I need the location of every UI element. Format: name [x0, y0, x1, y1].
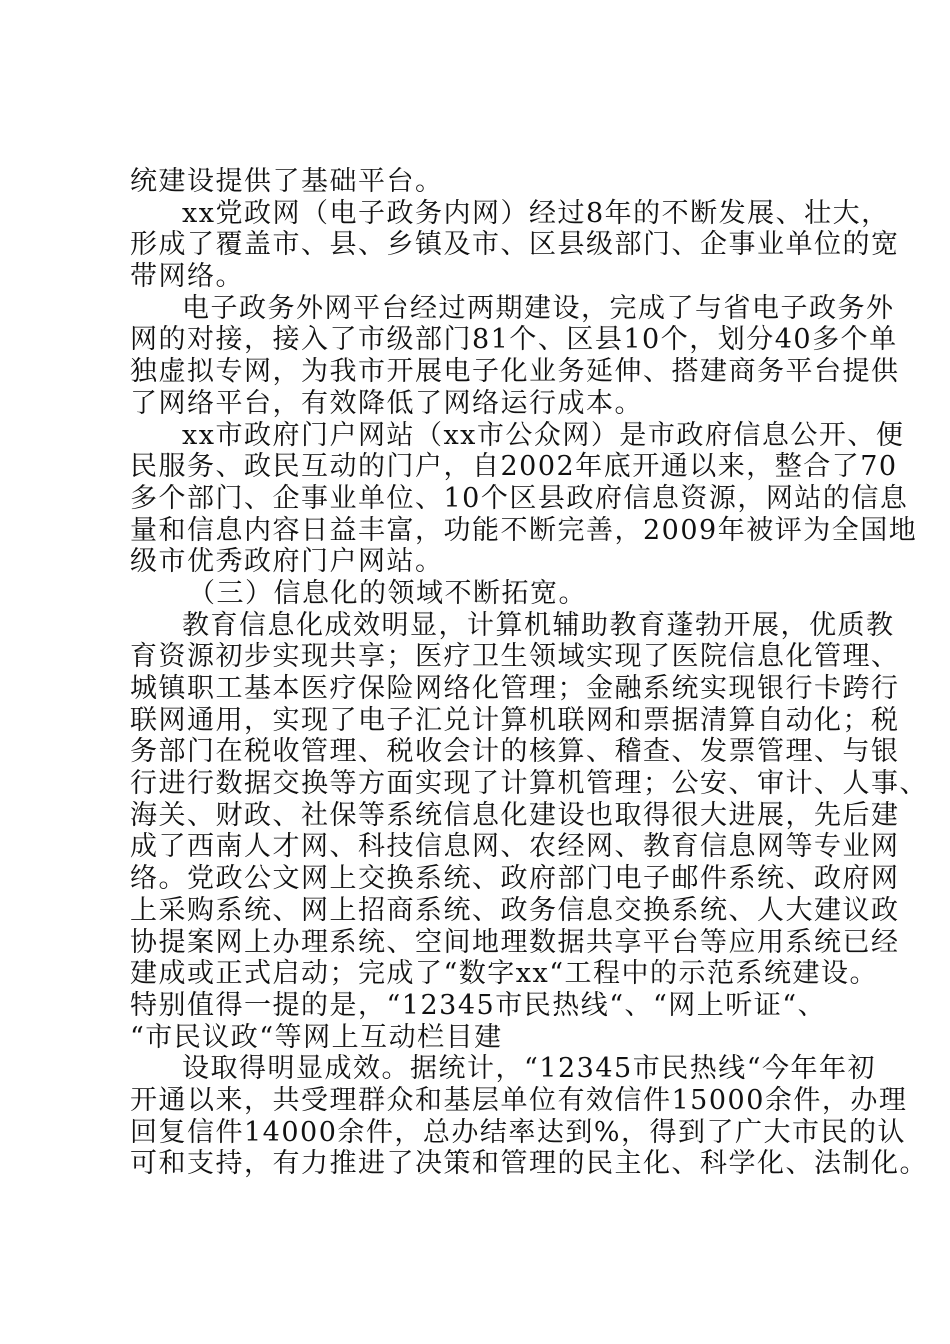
- text-line: 联网通用，实现了电子汇兑计算机联网和票据清算自动化；税: [130, 704, 900, 736]
- document-body: [130, 166, 928, 1180]
- text-line: 独虚拟专网，为我市开展电子化业务延伸、搭建商务平台提供: [130, 356, 900, 388]
- text-line: 回复信件14000余件，总办结率达到%，得到了广大市民的认: [130, 1116, 907, 1148]
- text-line: xx市政府门户网站（xx市公众网）是市政府信息公开、便: [182, 419, 905, 451]
- text-line: 设取得明显成效。据统计，“12345市民热线“今年年初: [182, 1053, 876, 1085]
- text-line: 特别值得一提的是，“12345市民热线“、“网上听证“、: [130, 989, 827, 1021]
- text-line: “市民议政“等网上互动栏目建: [130, 1021, 503, 1053]
- text-line: 多个部门、企事业单位、10个区县政府信息资源，网站的信息: [130, 482, 909, 514]
- text-line: xx党政网（电子政务内网）经过8年的不断发展、壮大，: [182, 197, 890, 229]
- text-line: 育资源初步实现共享；医疗卫生领域实现了医院信息化管理、: [130, 641, 900, 673]
- text-line: 电子政务外网平台经过两期建设，完成了与省电子政务外: [182, 292, 895, 324]
- text-line: 务部门在税收管理、税收会计的核算、稽查、发票管理、与银: [130, 736, 900, 768]
- text-line: 上采购系统、网上招商系统、政务信息交换系统、人大建议政: [130, 894, 900, 926]
- text-line: 统建设提供了基础平台。: [130, 166, 444, 197]
- text-line: 建成或正式启动；完成了“数字xx“工程中的示范系统建设。: [130, 958, 879, 990]
- text-line: 城镇职工基本医疗保险网络化管理；金融系统实现银行卡跨行: [130, 673, 900, 704]
- text-line: 级市优秀政府门户网站。: [130, 546, 444, 578]
- text-line: 协提案网上办理系统、空间地理数据共享平台等应用系统已经: [130, 926, 900, 958]
- text-line: 民服务、政民互动的门户，自2002年底开通以来，整合了70: [130, 451, 898, 483]
- text-line: 开通以来，共受理群众和基层单位有效信件15000余件，办理: [130, 1084, 908, 1116]
- text-line: 可和支持，有力推进了决策和管理的民主化、科学化、法制化。: [130, 1148, 928, 1180]
- text-line: 行进行数据交换等方面实现了计算机管理；公安、审计、人事、: [130, 768, 928, 800]
- text-line: 网的对接，接入了市级部门81个、区县10个，划分40多个单: [130, 324, 898, 356]
- text-line: 成了西南人才网、科技信息网、农经网、教育信息网等专业网: [130, 831, 900, 863]
- text-line: 量和信息内容日益丰富，功能不断完善，2009年被评为全国地: [130, 514, 918, 546]
- text-line: （三）信息化的领域不断拓宽。: [188, 577, 587, 609]
- text-line: 带网络。: [130, 261, 244, 293]
- text-line: 海关、财政、社保等系统信息化建设也取得很大进展，先后建: [130, 799, 900, 831]
- text-line: 形成了覆盖市、县、乡镇及市、区县级部门、企事业单位的宽: [130, 229, 900, 261]
- text-line: 络。党政公文网上交换系统、政府部门电子邮件系统、政府网: [130, 863, 900, 895]
- text-line: 教育信息化成效明显，计算机辅助教育蓬勃开展，优质教: [182, 609, 895, 641]
- text-line: 了网络平台，有效降低了网络运行成本。: [130, 387, 643, 419]
